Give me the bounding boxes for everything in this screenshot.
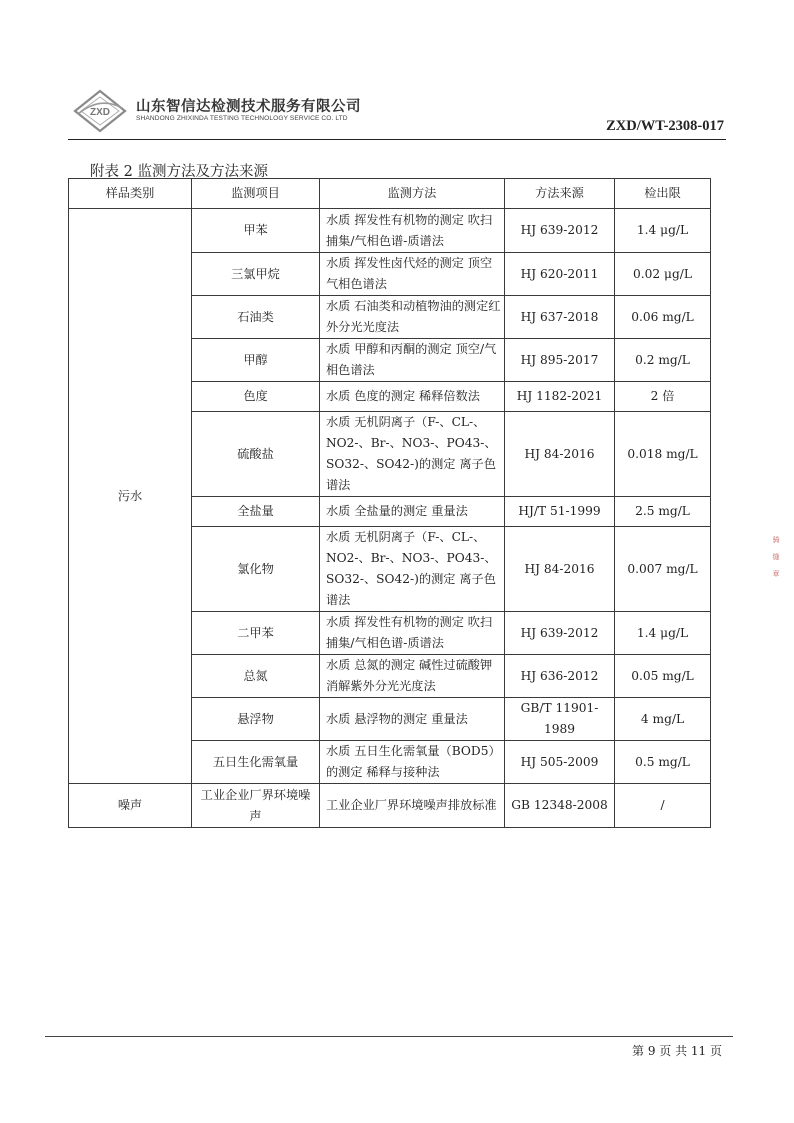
- header-sample-category: 样品类别: [69, 179, 192, 209]
- source-cell: HJ 895-2017: [505, 339, 615, 382]
- table-header-row: [69, 179, 711, 209]
- source-cell: GB/T 11901-1989: [505, 698, 615, 741]
- method-cell: 水质 全盐量的测定 重量法: [320, 497, 505, 527]
- seal-char: 骑: [772, 536, 780, 544]
- company-name-cn: 山东智信达检测技术服务有限公司: [136, 99, 361, 115]
- method-cell: 水质 挥发性有机物的测定 吹扫捕集/气相色谱-质谱法: [320, 209, 505, 253]
- limit-cell: 0.018 mg/L: [615, 412, 711, 497]
- method-cell: 水质 挥发性有机物的测定 吹扫捕集/气相色谱-质谱法: [320, 612, 505, 655]
- method-cell: 水质 甲醇和丙酮的测定 顶空/气相色谱法: [320, 339, 505, 382]
- header-detection-limit: 检出限: [615, 179, 711, 209]
- limit-cell: 2 倍: [615, 382, 711, 412]
- method-cell: 水质 色度的测定 稀释倍数法: [320, 382, 505, 412]
- limit-cell: 0.05 mg/L: [615, 655, 711, 698]
- source-cell: HJ 84-2016: [505, 527, 615, 612]
- header-monitoring-item: 监测项目: [192, 179, 320, 209]
- company-name-en: SHANDONG ZHIXINDA TESTING TECHNOLOGY SERVICE CO. LTD: [136, 115, 348, 122]
- limit-cell: 4 mg/L: [615, 698, 711, 741]
- source-cell: HJ/T 51-1999: [505, 497, 615, 527]
- method-cell: 水质 无机阴离子（F-、CL-、NO2-、Br-、NO3-、PO43-、SO32-、SO42-)的测定 离子色谱法: [320, 527, 505, 612]
- limit-cell: 2.5 mg/L: [615, 497, 711, 527]
- page-number: 第 9 页 共 11 页: [632, 1044, 722, 1058]
- header-divider: [68, 139, 726, 140]
- limit-cell: 0.5 mg/L: [615, 741, 711, 784]
- methods-table: [68, 178, 711, 828]
- item-cell: 氯化物: [192, 527, 320, 612]
- item-cell: 五日生化需氧量: [192, 741, 320, 784]
- limit-cell: 0.06 mg/L: [615, 296, 711, 339]
- source-cell: HJ 505-2009: [505, 741, 615, 784]
- table-row: [69, 784, 711, 828]
- source-cell: HJ 639-2012: [505, 612, 615, 655]
- method-cell: 水质 挥发性卤代烃的测定 顶空气相色谱法: [320, 253, 505, 296]
- logo-text: ZXD: [90, 107, 110, 118]
- item-cell: 二甲苯: [192, 612, 320, 655]
- item-cell: 工业企业厂界环境噪声: [192, 784, 320, 828]
- method-cell: 水质 总氮的测定 碱性过硫酸钾消解紫外分光光度法: [320, 655, 505, 698]
- limit-cell: 0.007 mg/L: [615, 527, 711, 612]
- method-cell: 工业企业厂界环境噪声排放标准: [320, 784, 505, 828]
- seam-seal-marks: [770, 532, 782, 583]
- method-cell: 水质 石油类和动植物油的测定红外分光光度法: [320, 296, 505, 339]
- seal-char: 章: [772, 570, 780, 578]
- header-method-source: 方法来源: [505, 179, 615, 209]
- item-cell: 三氯甲烷: [192, 253, 320, 296]
- table-title: 附表 2 监测方法及方法来源: [90, 164, 268, 180]
- source-cell: HJ 1182-2021: [505, 382, 615, 412]
- item-cell: 总氮: [192, 655, 320, 698]
- method-cell: 水质 五日生化需氧量（BOD5）的测定 稀释与接种法: [320, 741, 505, 784]
- item-cell: 硫酸盐: [192, 412, 320, 497]
- source-cell: HJ 636-2012: [505, 655, 615, 698]
- source-cell: HJ 639-2012: [505, 209, 615, 253]
- source-cell: HJ 84-2016: [505, 412, 615, 497]
- source-cell: HJ 620-2011: [505, 253, 615, 296]
- category-cell-wastewater: 污水: [69, 209, 192, 784]
- limit-cell: 1.4 μg/L: [615, 612, 711, 655]
- limit-cell: /: [615, 784, 711, 828]
- report-number: ZXD/WT-2308-017: [606, 118, 724, 134]
- limit-cell: 1.4 μg/L: [615, 209, 711, 253]
- method-cell: 水质 无机阴离子（F-、CL-、NO2-、Br-、NO3-、PO43-、SO32-、SO42-)的测定 离子色谱法: [320, 412, 505, 497]
- company-logo-icon: [72, 88, 128, 134]
- limit-cell: 0.2 mg/L: [615, 339, 711, 382]
- item-cell: 石油类: [192, 296, 320, 339]
- item-cell: 色度: [192, 382, 320, 412]
- method-cell: 水质 悬浮物的测定 重量法: [320, 698, 505, 741]
- table-row: [69, 209, 711, 253]
- category-cell-noise: 噪声: [69, 784, 192, 828]
- header-monitoring-method: 监测方法: [320, 179, 505, 209]
- seal-char: 缝: [772, 553, 780, 561]
- limit-cell: 0.02 μg/L: [615, 253, 711, 296]
- item-cell: 悬浮物: [192, 698, 320, 741]
- item-cell: 甲醇: [192, 339, 320, 382]
- footer-divider: [45, 1036, 733, 1037]
- item-cell: 全盐量: [192, 497, 320, 527]
- item-cell: 甲苯: [192, 209, 320, 253]
- source-cell: HJ 637-2018: [505, 296, 615, 339]
- source-cell: GB 12348-2008: [505, 784, 615, 828]
